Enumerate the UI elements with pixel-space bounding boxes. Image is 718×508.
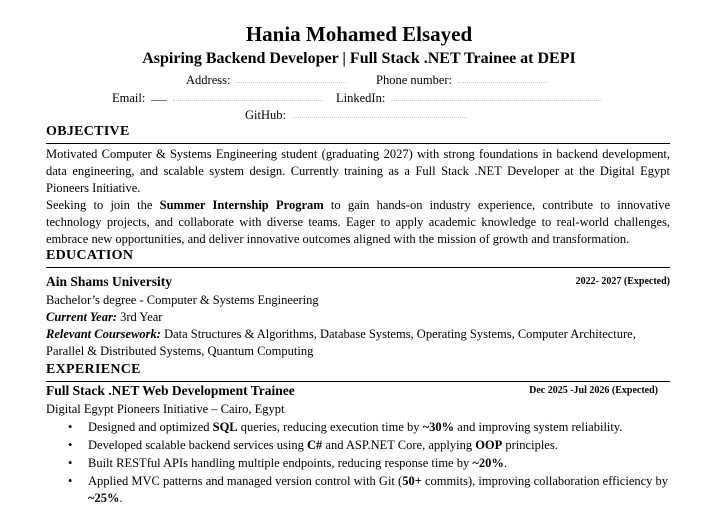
address-line — [186, 73, 346, 88]
address-label: Address: — [186, 73, 231, 87]
candidate-headline: Aspiring Backend Developer | Full Stack .NET Trainee at DEPI — [142, 50, 576, 67]
objective-paragraph-1: Motivated Computer & Systems Engineering student (graduating 2027) with strong foundations in backend development, data engineering, and scalable system design. Currently training as a Full Stack .NET Developer at the Digital Egypt Pioneers Initiative. — [46, 147, 670, 195]
candidate-name: Hania Mohamed Elsayed — [245, 22, 473, 46]
list-item: • Designed and optimized SQL queries, reducing execution time by ~30% and improving system reliability. — [68, 420, 623, 434]
school-name: Ain Shams University — [46, 274, 173, 289]
experience-dates: Dec 2025 -Jul 2026 (Expected) — [529, 385, 658, 396]
phone-line — [376, 73, 548, 88]
experience-divider — [46, 381, 670, 382]
education-heading: EDUCATION — [46, 248, 134, 263]
objective-paragraph-2: Seeking to join the Summer Internship Program to gain hands-on industry experience, contribute to innovative technology projects, and collaborate with diverse teams. Eager to apply academic knowledge to real-world challenges, embrace new opportunities, and deliver innovative outcomes aligned with the mission of growth and transformation. — [46, 198, 670, 246]
organization: Digital Egypt Pioneers Initiative – Cairo, Egypt — [46, 402, 285, 416]
email-line — [112, 91, 323, 106]
list-item: • Applied MVC patterns and managed version control with Git (50+ commits), improving collaboration efficiency by ~25%. — [68, 474, 669, 505]
role-title: Full Stack .NET Web Development Trainee — [46, 383, 295, 398]
address-redacted — [236, 80, 346, 83]
linkedin-label: LinkedIn: — [336, 91, 386, 105]
coursework: Relevant Coursework: Data Structures & Algorithms, Database Systems, Operating Systems, Computer Architecture, Parallel & Distributed Systems, Quantum Computing — [46, 327, 636, 358]
github-label: GitHub: — [245, 108, 286, 122]
degree: Bachelor’s degree - Computer & Systems Engineering — [46, 293, 319, 307]
github-redacted[interactable] — [292, 115, 467, 118]
education-divider — [46, 267, 670, 268]
education-dates: 2022- 2027 (Expected) — [575, 276, 670, 287]
list-item: • Developed scalable backend services using C# and ASP.NET Core, applying OOP principles. — [68, 438, 558, 452]
list-item: • Built RESTful APIs handling multiple endpoints, reducing response time by ~20%. — [68, 456, 507, 470]
phone-label: Phone number: — [376, 73, 453, 87]
internship-program-highlight: Summer Internship Program — [159, 198, 324, 212]
experience-bullets — [46, 419, 670, 508]
linkedin-redacted[interactable] — [391, 98, 601, 101]
email-link-redacted[interactable] — [151, 98, 167, 101]
github-line — [245, 108, 467, 123]
linkedin-line — [336, 91, 601, 106]
email-redacted — [173, 98, 323, 101]
current-year: Current Year: 3rd Year — [46, 310, 163, 324]
objective-divider — [46, 143, 670, 144]
phone-redacted — [458, 80, 548, 83]
email-label: Email: — [112, 91, 146, 105]
experience-heading: EXPERIENCE — [46, 362, 141, 377]
objective-heading: OBJECTIVE — [46, 124, 130, 139]
experience-entry-header — [46, 383, 670, 399]
education-entry-header — [46, 274, 670, 290]
